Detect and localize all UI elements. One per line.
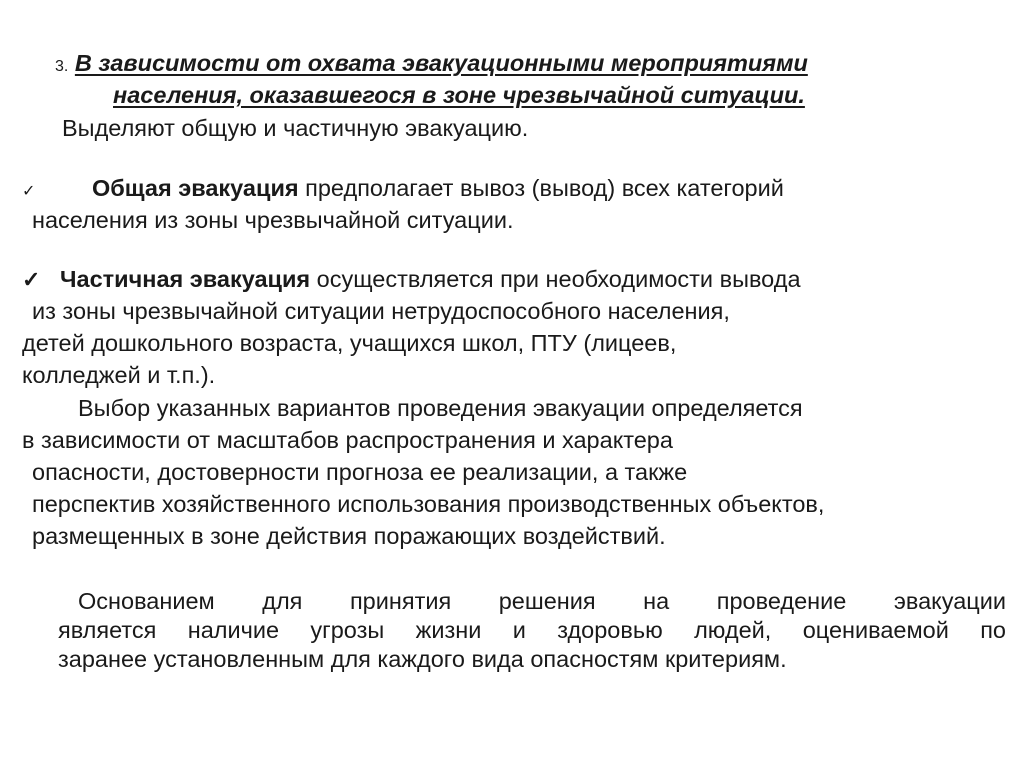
paragraph-choice-line-3: опасности, достоверности прогноза ее реализации, а также [32,459,688,485]
heading-number: 3. [55,58,69,75]
heading-line-1 [55,48,808,82]
bullet-general-line-1 [22,173,784,207]
bullet-partial-text: осуществляется при необходимости вывода [310,266,801,292]
bullet-partial-line-4: колледжей и т.п.). [22,362,216,388]
paragraph-basis-text-1: Основанием для принятия решения на проведение эвакуации [78,588,1006,614]
bullet-general-line-2: населения из зоны чрезвычайной ситуации. [32,207,514,233]
checkmark-icon: ✓ [22,267,41,292]
checkmark-icon: ✓ [22,183,36,200]
paragraph-choice-line-4: перспектив хозяйственного использования производственных объектов, [32,491,825,517]
intro-text: Выделяют общую и частичную эвакуацию. [62,115,529,141]
heading-text-1: В зависимости от охвата эвакуационными мероприятиями [74,50,808,76]
term-general-evacuation: Общая эвакуация [92,175,299,201]
paragraph-basis-text-2: является наличие угрозы жизни и здоровью людей, оцениваемой по [58,617,1006,643]
heading-line-2 [113,80,805,110]
paragraph-choice-line-2: в зависимости от масштабов распространения и характера [22,427,673,453]
paragraph-choice-line-5: размещенных в зоне действия поражающих воздействий. [32,523,666,549]
paragraph-basis-line-2 [58,615,1006,645]
paragraph-basis-line-1 [78,586,1006,616]
bullet-partial-line-2: из зоны чрезвычайной ситуации нетрудоспособного населения, [32,298,730,324]
bullet-partial-line-3: детей дошкольного возраста, учащихся школ, ПТУ (лицеев, [22,330,677,356]
paragraph-choice-line-1: Выбор указанных вариантов проведения эвакуации определяется [78,395,803,421]
paragraph-basis-line-3: заранее установленным для каждого вида опасностям критериям. [58,646,787,672]
bullet-partial-line-1 [22,264,801,295]
heading-text-2: населения, оказавшегося в зоне чрезвычайной ситуации. [113,82,805,108]
term-partial-evacuation: Частичная эвакуация [60,266,311,292]
bullet-general-text: предполагает вывоз (вывод) всех категорий [298,175,784,201]
